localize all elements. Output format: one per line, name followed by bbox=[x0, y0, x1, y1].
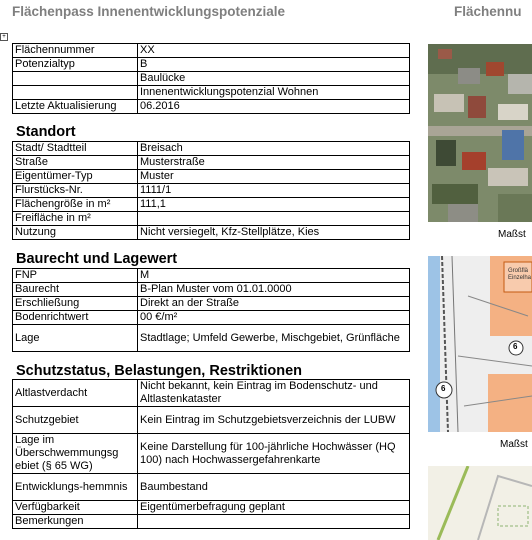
row-value: Baumbestand bbox=[138, 474, 410, 501]
row-value bbox=[138, 212, 410, 226]
row-value: Breisach bbox=[138, 142, 410, 156]
row-value: Direkt an der Straße bbox=[138, 297, 410, 311]
row-label: FNP bbox=[13, 269, 138, 283]
row-label: Flurstücks-Nr. bbox=[13, 184, 138, 198]
row-label: Verfügbarkeit bbox=[13, 501, 138, 515]
row-value: Keine Darstellung für 100-jährliche Hochwässer (HQ 100) nach Hochwassergefahrenkarte bbox=[138, 434, 410, 474]
map-marker: 6 bbox=[513, 342, 518, 351]
table-row bbox=[13, 44, 410, 58]
table-row bbox=[13, 297, 410, 311]
row-label bbox=[13, 72, 138, 86]
row-label bbox=[13, 86, 138, 100]
row-label: Lage im Überschwemmungsg ebiet (§ 65 WG) bbox=[13, 434, 138, 474]
table-row bbox=[13, 474, 410, 501]
table-row bbox=[13, 142, 410, 156]
table-row bbox=[13, 100, 410, 114]
identity-table bbox=[12, 43, 410, 114]
row-label: Altlastverdacht bbox=[13, 380, 138, 407]
row-label: Flächennummer bbox=[13, 44, 138, 58]
section-heading-schutz: Schutzstatus, Belastungen, Restriktionen bbox=[16, 363, 303, 379]
baurecht-table bbox=[12, 268, 410, 352]
row-label: Freifläche in m² bbox=[13, 212, 138, 226]
row-label: Eigentümer-Typ bbox=[13, 170, 138, 184]
row-label: Letzte Aktualisierung bbox=[13, 100, 138, 114]
table-row bbox=[13, 58, 410, 72]
row-value: Nicht versiegelt, Kfz-Stellplätze, Kies bbox=[138, 226, 410, 240]
table-row bbox=[13, 72, 410, 86]
row-value: Eigentümerbefragung geplant bbox=[138, 501, 410, 515]
table-row bbox=[13, 515, 410, 529]
table-row bbox=[13, 501, 410, 515]
row-value: Muster bbox=[138, 170, 410, 184]
table-row bbox=[13, 198, 410, 212]
scale-caption: Maßst bbox=[498, 229, 526, 240]
document-title: Flächenpass Innenentwicklungspotenziale bbox=[12, 4, 286, 19]
section-heading-standort: Standort bbox=[16, 124, 76, 140]
row-label: Erschließung bbox=[13, 297, 138, 311]
table-row bbox=[13, 184, 410, 198]
schutz-table bbox=[12, 379, 410, 529]
row-label: Flächengröße in m² bbox=[13, 198, 138, 212]
plan-map bbox=[428, 256, 532, 432]
row-value: Kein Eintrag im Schutzgebietsverzeichnis der LUBW bbox=[138, 407, 410, 434]
row-value: 00 €/m² bbox=[138, 311, 410, 325]
row-label: Straße bbox=[13, 156, 138, 170]
map-marker: 6 bbox=[441, 384, 446, 393]
table-row bbox=[13, 380, 410, 407]
site-plan-map bbox=[428, 466, 532, 540]
row-label: Baurecht bbox=[13, 283, 138, 297]
table-row bbox=[13, 226, 410, 240]
table-row bbox=[13, 311, 410, 325]
table-row bbox=[13, 269, 410, 283]
table-move-handle-icon[interactable]: + bbox=[0, 33, 8, 41]
row-value: 1111/1 bbox=[138, 184, 410, 198]
row-value bbox=[138, 515, 410, 529]
table-row bbox=[13, 86, 410, 100]
row-value: 06.2016 bbox=[138, 100, 410, 114]
row-value: Stadtlage; Umfeld Gewerbe, Mischgebiet, Grünfläche bbox=[138, 325, 410, 352]
row-value: XX bbox=[138, 44, 410, 58]
row-label: Bodenrichtwert bbox=[13, 311, 138, 325]
row-value: M bbox=[138, 269, 410, 283]
standort-table bbox=[12, 141, 410, 240]
table-row bbox=[13, 434, 410, 474]
table-row bbox=[13, 283, 410, 297]
table-row bbox=[13, 170, 410, 184]
row-value: B-Plan Muster vom 01.01.0000 bbox=[138, 283, 410, 297]
row-value: Nicht bekannt, kein Eintrag im Bodenschutz- und Altlastenkataster bbox=[138, 380, 410, 407]
row-value: Baulücke bbox=[138, 72, 410, 86]
right-page-title: Flächennu bbox=[454, 4, 522, 19]
table-row bbox=[13, 325, 410, 352]
row-value: Innenentwicklungspotenzial Wohnen bbox=[138, 86, 410, 100]
aerial-photo bbox=[428, 44, 532, 222]
row-label: Schutzgebiet bbox=[13, 407, 138, 434]
row-value: 111,1 bbox=[138, 198, 410, 212]
map-label: Großflä Einzelha bbox=[508, 268, 532, 281]
row-label: Lage bbox=[13, 325, 138, 352]
row-label: Stadt/ Stadtteil bbox=[13, 142, 138, 156]
table-row bbox=[13, 156, 410, 170]
row-value: B bbox=[138, 58, 410, 72]
row-label: Bemerkungen bbox=[13, 515, 138, 529]
table-row bbox=[13, 407, 410, 434]
section-heading-baurecht: Baurecht und Lagewert bbox=[16, 251, 178, 267]
row-label: Entwicklungs-hemmnis bbox=[13, 474, 138, 501]
row-value: Musterstraße bbox=[138, 156, 410, 170]
table-row bbox=[13, 212, 410, 226]
scale-caption: Maßst bbox=[500, 439, 528, 450]
row-label: Potenzialtyp bbox=[13, 58, 138, 72]
row-label: Nutzung bbox=[13, 226, 138, 240]
